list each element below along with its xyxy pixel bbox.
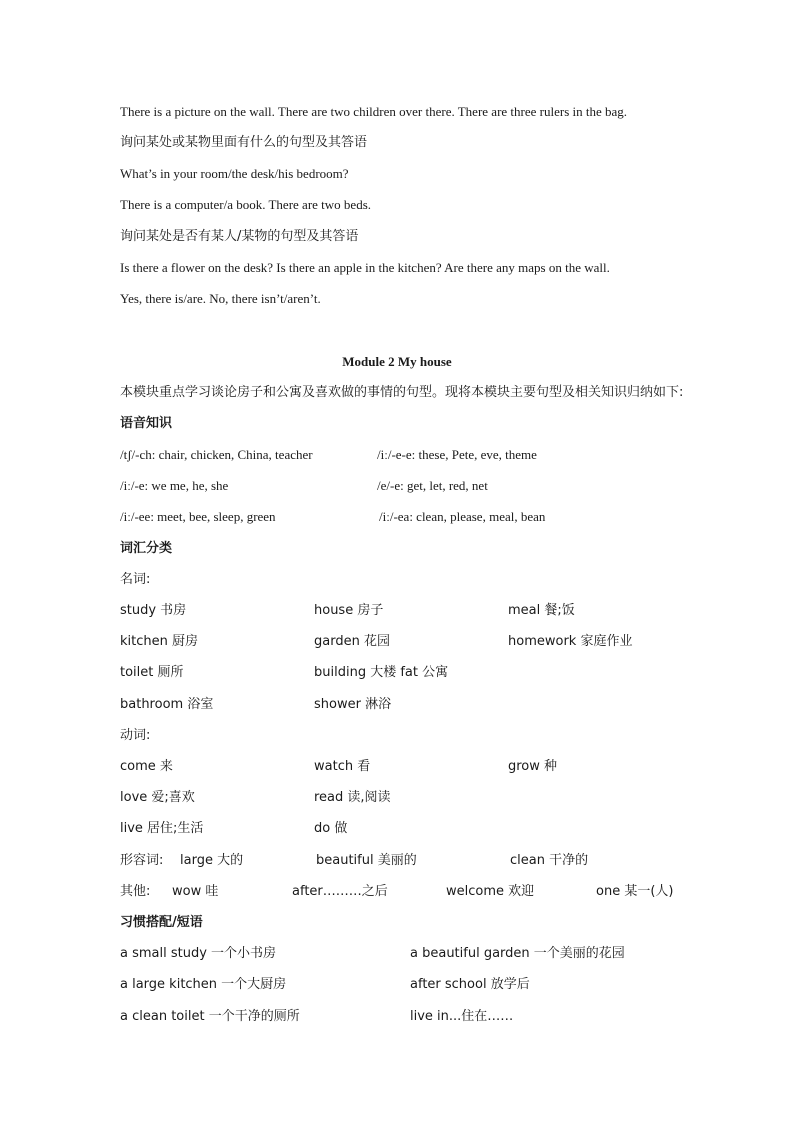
vocab-item: after………之后 bbox=[292, 884, 388, 899]
phonics-item: /e/-e: get, let, red, net bbox=[377, 478, 488, 493]
question-sentence: Is there a flower on the desk? Is there an apple in the kitchen? Are there any maps on the wall. bbox=[120, 260, 610, 275]
vocab-item: grow 种 bbox=[508, 759, 558, 774]
phrase-item: a small study 一个小书房 bbox=[120, 946, 277, 961]
phrase-item: a beautiful garden 一个美丽的花园 bbox=[410, 946, 625, 961]
adjectives-label: 形容词: bbox=[120, 853, 164, 868]
vocab-heading: 词汇分类 bbox=[120, 541, 173, 556]
vocab-item: meal 餐;饭 bbox=[508, 603, 575, 618]
vocab-item: live 居住;生活 bbox=[120, 821, 204, 836]
vocab-item: read 读,阅读 bbox=[314, 790, 391, 805]
vocab-item: building 大楼 fat 公寓 bbox=[314, 665, 449, 680]
vocab-item: do 做 bbox=[314, 821, 348, 836]
vocab-item: garden 花园 bbox=[314, 634, 390, 649]
section-heading: 询问某处是否有某人/某物的句型及其答语 bbox=[120, 229, 359, 244]
vocab-item: large 大的 bbox=[180, 853, 244, 868]
module-title: Module 2 My house bbox=[342, 354, 452, 369]
vocab-item: study 书房 bbox=[120, 603, 187, 618]
phrase-item: after school 放学后 bbox=[410, 977, 530, 992]
vocab-item: come 来 bbox=[120, 759, 173, 774]
phonics-item: /tʃ/-ch: chair, chicken, China, teacher bbox=[120, 447, 313, 462]
example-sentences: There is a picture on the wall. There are two children over there. There are three rulers in the bag. bbox=[120, 104, 628, 119]
vocab-item: one 某一(人) bbox=[596, 884, 674, 899]
vocab-item: watch 看 bbox=[314, 759, 371, 774]
vocab-item: shower 淋浴 bbox=[314, 697, 392, 712]
others-label: 其他: bbox=[120, 884, 151, 899]
question-sentence: What’s in your room/the desk/his bedroom? bbox=[120, 166, 349, 181]
vocab-item: house 房子 bbox=[314, 603, 384, 618]
phonics-item: /iː/-e: we me, he, she bbox=[120, 478, 229, 493]
vocab-item: toilet 厕所 bbox=[120, 665, 184, 680]
vocab-item: love 爱;喜欢 bbox=[120, 790, 195, 805]
module-summary: 本模块重点学习谈论房子和公寓及喜欢做的事情的句型。现将本模块主要句型及相关知识归纳如下: bbox=[120, 385, 684, 400]
answer-sentence: There is a computer/a book. There are two beds. bbox=[120, 197, 371, 212]
answer-sentence: Yes, there is/are. No, there isn’t/aren’t. bbox=[120, 291, 321, 306]
phrase-item: a large kitchen 一个大厨房 bbox=[120, 977, 287, 992]
vocab-item: wow 哇 bbox=[172, 884, 219, 899]
phrases-heading: 习惯搭配/短语 bbox=[120, 915, 203, 930]
phonics-item: /iː/-ea: clean, please, meal, bean bbox=[379, 509, 546, 524]
vocab-item: welcome 欢迎 bbox=[446, 884, 535, 899]
vocab-item: clean 干净的 bbox=[510, 853, 589, 868]
vocab-item: beautiful 美丽的 bbox=[316, 853, 417, 868]
phonics-item: /iː/-ee: meet, bee, sleep, green bbox=[120, 509, 276, 524]
vocab-item: homework 家庭作业 bbox=[508, 634, 633, 649]
phrase-item: live in...住在…… bbox=[410, 1009, 514, 1024]
phrase-item: a clean toilet 一个干净的厕所 bbox=[120, 1009, 300, 1024]
vocab-item: kitchen 厨房 bbox=[120, 634, 198, 649]
nouns-label: 名词: bbox=[120, 572, 151, 587]
verbs-label: 动词: bbox=[120, 728, 151, 743]
vocab-item: bathroom 浴室 bbox=[120, 697, 214, 712]
phonics-heading: 语音知识 bbox=[120, 416, 173, 431]
phonics-item: /iː/-e-e: these, Pete, eve, theme bbox=[377, 447, 537, 462]
section-heading: 询问某处或某物里面有什么的句型及其答语 bbox=[120, 135, 368, 150]
